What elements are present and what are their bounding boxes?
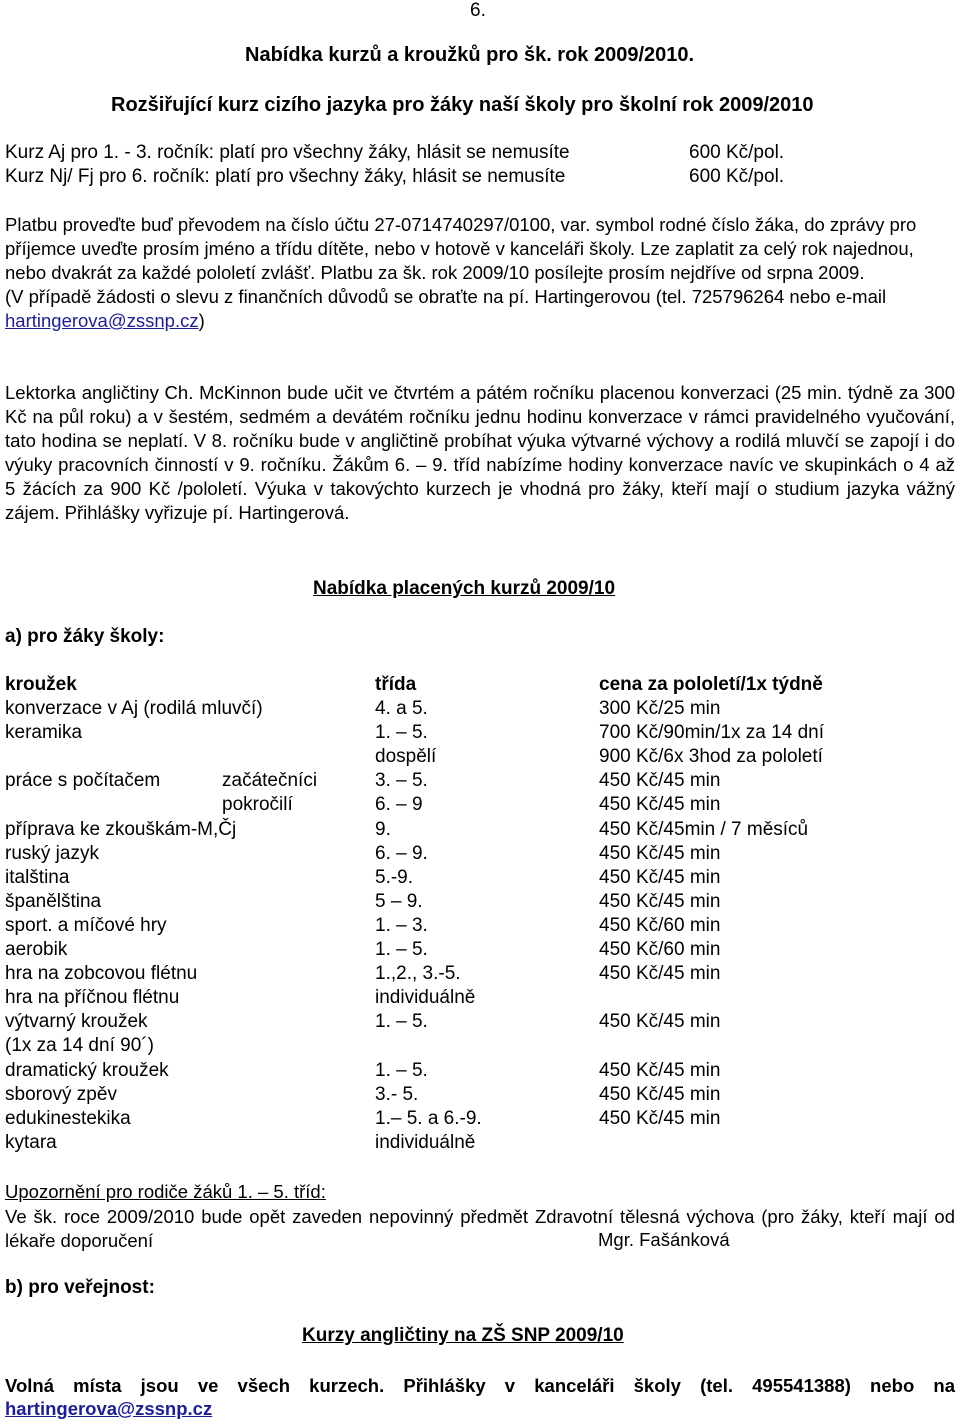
course-class: 1.– 5. a 6.-9. bbox=[375, 1107, 482, 1129]
language-course-2-price: 600 Kč/pol. bbox=[689, 166, 785, 187]
table-row bbox=[0, 1035, 960, 1059]
course-class: 1. – 5. bbox=[375, 939, 428, 960]
course-name: práce s počítačem bbox=[5, 770, 161, 792]
course-name: hra na příčnou flétnu bbox=[5, 987, 180, 1009]
course-class: 1. – 3. bbox=[375, 914, 428, 936]
course-name: italština bbox=[5, 866, 70, 888]
course-price: 450 Kč/45 min bbox=[599, 1011, 721, 1033]
table-row bbox=[0, 1060, 960, 1084]
course-name: ruský jazyk bbox=[5, 842, 99, 864]
course-price: 450 Kč/45min / 7 měsíců bbox=[599, 818, 809, 840]
course-class: 1. – 5. bbox=[375, 1059, 428, 1081]
contact-email-link[interactable]: hartingerova@zssnp.cz bbox=[5, 310, 199, 331]
table-row bbox=[0, 1011, 960, 1035]
course-class: individuálně bbox=[375, 1131, 476, 1153]
table-row bbox=[0, 939, 960, 963]
course-class: 1.,2., 3.-5. bbox=[375, 963, 461, 985]
course-price: 300 Kč/25 min bbox=[599, 698, 721, 719]
section-a-heading: a) pro žáky školy: bbox=[5, 626, 165, 647]
table-row bbox=[0, 698, 960, 722]
payment-paragraph bbox=[5, 213, 955, 333]
course-name: kytara bbox=[5, 1131, 57, 1153]
paid-courses-heading: Nabídka placených kurzů 2009/10 bbox=[313, 578, 616, 599]
header-price: cena za pololetí/1x týdně bbox=[599, 674, 823, 695]
table-row bbox=[0, 843, 960, 867]
course-class: 3. – 5. bbox=[375, 770, 428, 792]
language-course-1: Kurz Aj pro 1. - 3. ročník: platí pro všechny žáky, hlásit se nemusíte bbox=[5, 142, 570, 163]
course-price: 450 Kč/45 min bbox=[599, 963, 721, 985]
course-price: 450 Kč/60 min bbox=[599, 914, 721, 936]
language-course-1-price: 600 Kč/pol. bbox=[689, 142, 785, 163]
course-class: 6. – 9. bbox=[375, 842, 428, 864]
language-course-2: Kurz Nj/ Fj pro 6. ročník: platí pro všechny žáky, hlásit se nemusíte bbox=[5, 166, 566, 187]
notice-text: Ve šk. roce 2009/2010 bude opět zaveden nepovinný předmět Zdravotní tělesná výchova (pro žáky, kteří mají od lékaře doporučení bbox=[5, 1206, 955, 1251]
course-name: španělština bbox=[5, 890, 102, 912]
discount-contact-suffix: ) bbox=[198, 310, 205, 331]
course-class: dospělí bbox=[375, 746, 437, 768]
course-class: 6. – 9 bbox=[375, 794, 423, 816]
course-name: edukinestekika bbox=[5, 1107, 131, 1129]
table-row bbox=[0, 722, 960, 746]
notice-signature: Mgr. Fašánková bbox=[598, 1229, 730, 1250]
course-name: příprava ke zkouškám-M,Čj bbox=[5, 818, 237, 840]
course-class: 1. – 5. bbox=[375, 1011, 428, 1033]
header-course: kroužek bbox=[5, 674, 77, 695]
course-name: keramika bbox=[5, 722, 83, 744]
table-row bbox=[0, 987, 960, 1011]
course-class: 1. – 5. bbox=[375, 722, 428, 744]
table-row bbox=[0, 746, 960, 770]
course-level: pokročilí bbox=[222, 794, 293, 816]
course-price: 900 Kč/6x 3hod za pololetí bbox=[599, 746, 823, 768]
course-name: aerobik bbox=[5, 939, 68, 960]
course-price: 450 Kč/60 min bbox=[599, 939, 721, 960]
table-header bbox=[0, 674, 960, 698]
course-name: sport. a míčové hry bbox=[5, 914, 167, 936]
table-row bbox=[0, 819, 960, 843]
course-class: 5 – 9. bbox=[375, 890, 423, 912]
table-row bbox=[0, 1108, 960, 1132]
table-row bbox=[0, 891, 960, 915]
page-number: 6. bbox=[470, 0, 486, 21]
course-price: 450 Kč/45 min bbox=[599, 794, 721, 816]
header-class: třída bbox=[375, 674, 417, 695]
course-class: 9. bbox=[375, 818, 391, 840]
page-subtitle: Rozšiřující kurz cizího jazyka pro žáky naší školy pro školní rok 2009/2010 bbox=[111, 94, 814, 116]
course-price: 700 Kč/90min/1x za 14 dní bbox=[599, 722, 824, 744]
course-class: individuálně bbox=[375, 987, 476, 1009]
final-text: Volná místa jsou ve všech kurzech. Přihlášky v kanceláři školy (tel. 495541388) nebo na bbox=[5, 1375, 955, 1396]
course-price: 450 Kč/45 min bbox=[599, 1083, 721, 1105]
table-row bbox=[0, 963, 960, 987]
notice-heading: Upozornění pro rodiče žáků 1. – 5. tříd: bbox=[5, 1181, 326, 1202]
course-level: začátečníci bbox=[222, 770, 318, 792]
discount-contact-prefix: (V případě žádosti o slevu z finančních důvodů se obraťte na pí. Hartingerovou (tel. 725796264 nebo e-mail bbox=[5, 286, 887, 307]
course-price: 450 Kč/45 min bbox=[599, 770, 721, 792]
payment-text: Platbu proveďte buď převodem na číslo účtu 27-0714740297/0100, var. symbol rodné číslo žáka, do zprávy pro příjemce uveďte prosím jméno a třídu dítěte, nebo v hotově v kanceláři školy. Lze zaplatit za celý rok najednou, nebo dvakrát za každé pololetí zvlášť. Platbu za šk. rok 2009/10 posílejte prosím nejdříve od srpna 2009. bbox=[5, 214, 917, 283]
course-name: sborový zpěv bbox=[5, 1083, 117, 1105]
course-name: dramatický kroužek bbox=[5, 1059, 169, 1081]
table-row bbox=[0, 915, 960, 939]
english-courses-heading: Kurzy angličtiny na ZŠ SNP 2009/10 bbox=[302, 1325, 624, 1346]
table-row bbox=[0, 794, 960, 818]
page-title: Nabídka kurzů a kroužků pro šk. rok 2009/2010. bbox=[245, 44, 695, 66]
table-row bbox=[0, 1132, 960, 1156]
course-class: 4. a 5. bbox=[375, 698, 428, 719]
course-price: 450 Kč/45 min bbox=[599, 866, 721, 888]
table-row bbox=[0, 770, 960, 794]
course-price: 450 Kč/45 min bbox=[599, 842, 721, 864]
lecturer-paragraph: Lektorka angličtiny Ch. McKinnon bude učit ve čtvrtém a pátém ročníku placenou konverzaci (25 min. týdně za 300 Kč na půl roku) a v šestém, sedmém a devátém ročníku jednu hodinu konverzace v rámci pravidelného vyučování, tato hodina se neplatí. V 8. ročníku bude v angličtině probíhat výuka výtvarné výchovy a rodilá mluvčí se zapojí i do výuky pracovních činností v 9. ročníku. Žákům 6. – 9. tříd nabízíme hodiny konverzace navíc ve skupinkách o 4 až 5 žácích za 900 Kč /pololetí. Výuka v takovýchto kurzech je vhodná pro žáky, kteří mají o studium jazyka vážný zájem. Přihlášky vyřizuje pí. Hartingerová. bbox=[5, 382, 955, 523]
course-price: 450 Kč/45 min bbox=[599, 890, 721, 912]
table-row bbox=[0, 867, 960, 891]
course-name: hra na zobcovou flétnu bbox=[5, 963, 198, 985]
final-email-link[interactable]: hartingerova@zssnp.cz bbox=[5, 1398, 213, 1419]
course-price: 450 Kč/45 min bbox=[599, 1059, 721, 1081]
course-class: 5.-9. bbox=[375, 866, 414, 888]
course-name: konverzace v Aj (rodilá mluvčí) bbox=[5, 698, 263, 719]
course-name: výtvarný kroužek bbox=[5, 1011, 148, 1033]
table-row bbox=[0, 1084, 960, 1108]
course-class: 3.- 5. bbox=[375, 1083, 419, 1105]
course-name: (1x za 14 dní 90´) bbox=[5, 1035, 154, 1057]
course-price: 450 Kč/45 min bbox=[599, 1107, 721, 1129]
section-b-heading: b) pro veřejnost: bbox=[5, 1277, 155, 1298]
